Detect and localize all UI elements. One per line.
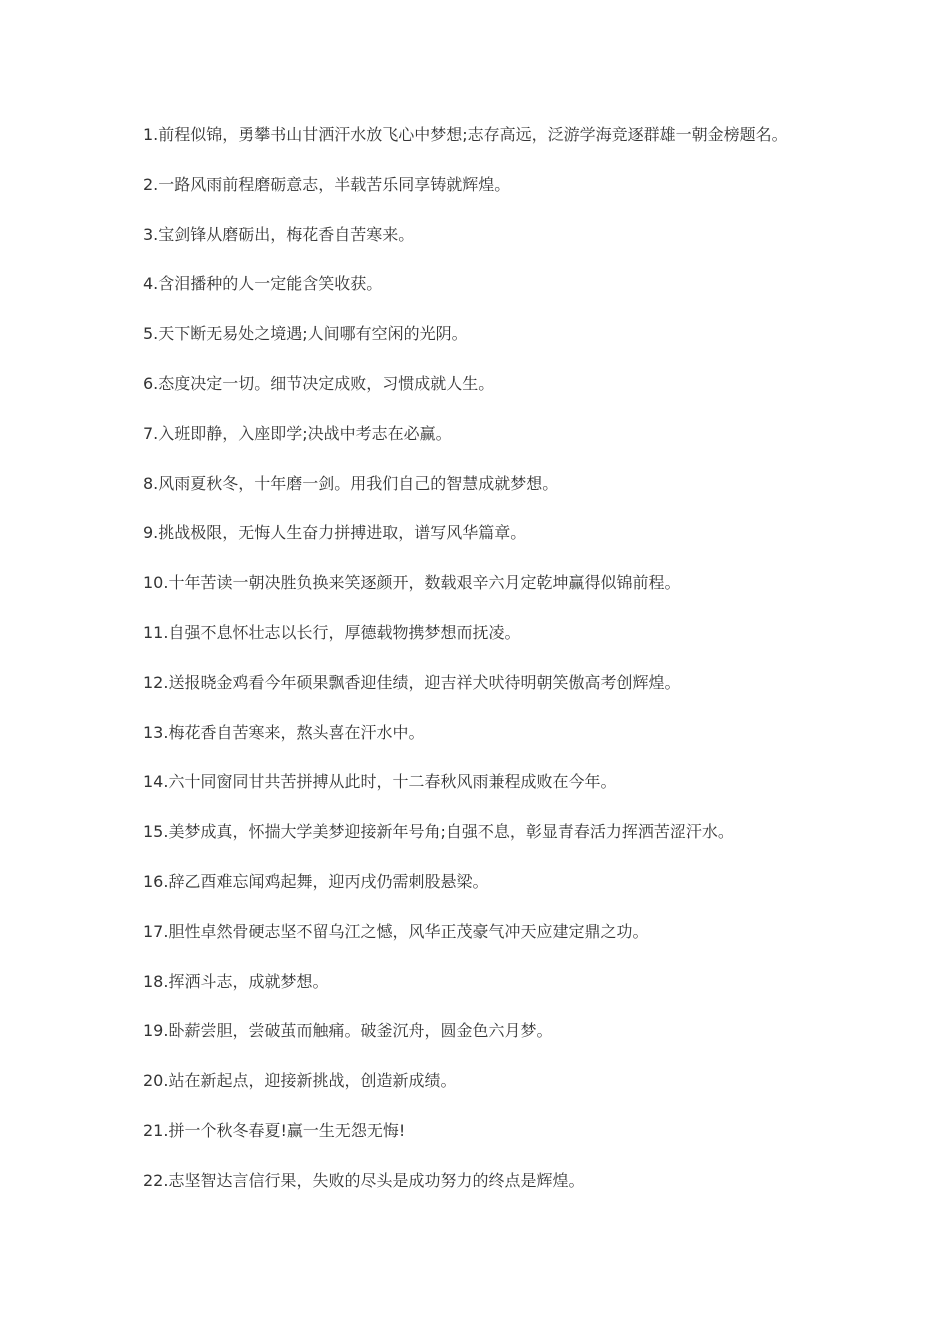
slogan-line-4: 4.含泪播种的人一定能含笑收获。: [143, 274, 383, 294]
slogan-line-12: 12.送报晓金鸡看今年硕果飘香迎佳绩，迎吉祥犬吠待明朝笑傲高考创辉煌。: [143, 672, 681, 692]
slogan-line-7: 7.入班即静，入座即学;决战中考志在必赢。: [143, 423, 452, 443]
slogan-line-1: 1.前程似锦，勇攀书山甘洒汗水放飞心中梦想;志存高远，泛游学海竞逐群雄一朝金榜题名。: [143, 125, 788, 144]
slogan-line-21: 21.拼一个秋冬春夏!赢一生无怨无悔!: [143, 1120, 406, 1140]
slogan-line-22: 22.志坚智达言信行果，失败的尽头是成功努力的终点是辉煌。: [143, 1170, 585, 1190]
slogan-line-17: 17.胆性卓然骨硬志坚不留乌江之憾，风华正茂豪气冲天应建定鼎之功。: [143, 921, 649, 941]
slogan-line-14: 14.六十同窗同甘共苦拼搏从此时，十二春秋风雨兼程成败在今年。: [143, 772, 617, 792]
slogan-line-16: 16.辞乙酉难忘闻鸡起舞，迎丙戌仍需刺股悬梁。: [143, 871, 489, 891]
slogan-list: [143, 124, 933, 1220]
slogan-line-11: 11.自强不息怀壮志以长行，厚德载物携梦想而抚凌。: [143, 622, 521, 642]
slogan-line-20: 20.站在新起点，迎接新挑战，创造新成绩。: [143, 1071, 457, 1091]
slogan-line-2: 2.一路风雨前程磨砺意志，半载苦乐同享铸就辉煌。: [143, 174, 511, 194]
slogan-line-13: 13.梅花香自苦寒来，熬头喜在汗水中。: [143, 722, 425, 742]
slogan-line-8: 8.风雨夏秋冬，十年磨一剑。用我们自己的智慧成就梦想。: [143, 473, 559, 493]
slogan-line-19: 19.卧薪尝胆，尝破茧而触痛。破釜沉舟，圆金色六月梦。: [143, 1021, 553, 1041]
slogan-line-9: 9.挑战极限，无悔人生奋力拼搏进取，谱写风华篇章。: [143, 523, 527, 543]
slogan-line-6: 6.态度决定一切。细节决定成败，习惯成就人生。: [143, 373, 495, 393]
slogan-line-5: 5.天下断无易处之境遇;人间哪有空闲的光阴。: [143, 324, 468, 344]
slogan-line-18: 18.挥洒斗志，成就梦想。: [143, 971, 329, 991]
slogan-line-10: 10.十年苦读一朝决胜负换来笑逐颜开，数载艰辛六月定乾坤赢得似锦前程。: [143, 573, 681, 593]
slogan-line-3: 3.宝剑锋从磨砺出，梅花香自苦寒来。: [143, 224, 415, 244]
slogan-line-15: 15.美梦成真，怀揣大学美梦迎接新年号角;自强不息，彰显青春活力挥洒苦涩汗水。: [143, 822, 734, 842]
